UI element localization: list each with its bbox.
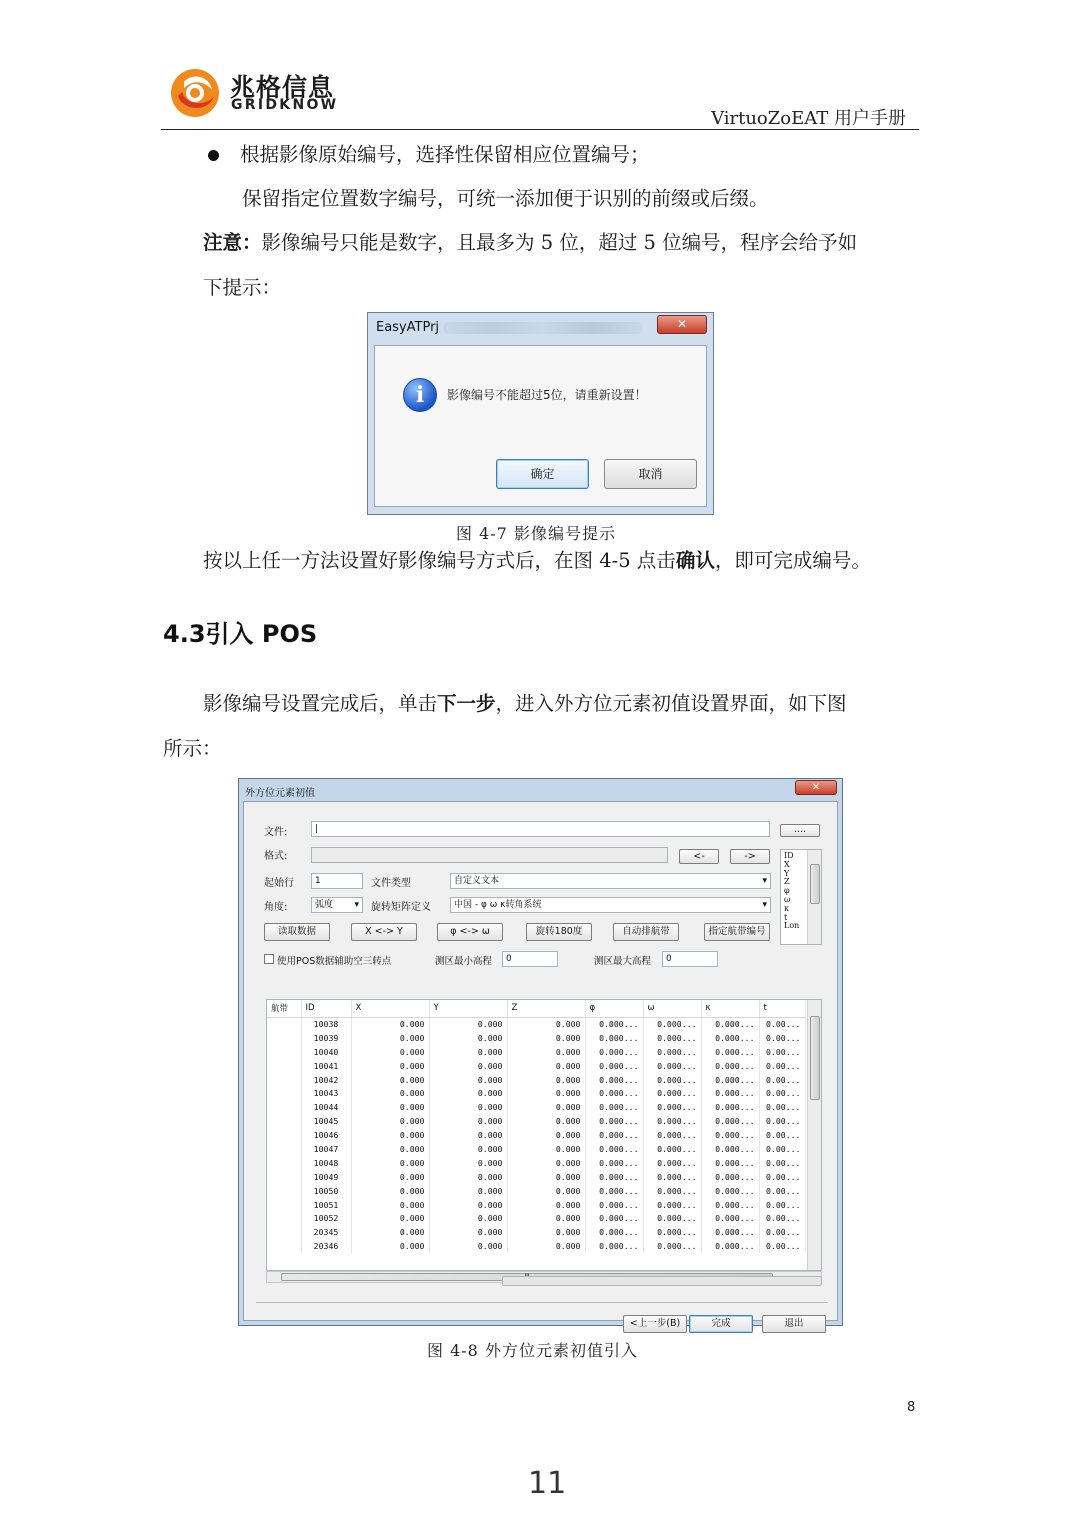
- column-header[interactable]: ID: [301, 1000, 351, 1017]
- column-header[interactable]: Y: [429, 1000, 507, 1017]
- logo-text-cn: 兆格信息: [230, 73, 335, 102]
- table-cell: 0.000: [429, 1045, 507, 1059]
- table-cell: 0.000: [351, 1031, 429, 1045]
- table-cell: 0.000...: [701, 1225, 759, 1239]
- column-header[interactable]: φ: [585, 1000, 643, 1017]
- table-cell: 0.000...: [643, 1031, 701, 1045]
- exterior-orientation-dialog: [238, 778, 843, 1329]
- use-pos-checkbox[interactable]: [264, 954, 274, 964]
- dialog-body: [374, 345, 707, 507]
- table-cell: 0.000...: [701, 1128, 759, 1142]
- table-row[interactable]: [267, 1184, 805, 1198]
- table-cell: 0.000: [351, 1142, 429, 1156]
- figure-caption: 图 4-7 影像编号提示: [456, 524, 616, 543]
- table-cell: 0.00...: [759, 1225, 805, 1239]
- note-text: 影像编号只能是数字，且最多为 5 位，超过 5 位编号，程序会给予如: [261, 231, 858, 254]
- table-cell: 0.000...: [585, 1198, 643, 1212]
- divider: [256, 1302, 828, 1303]
- table-cell: 0.000: [429, 1059, 507, 1073]
- table-cell: 0.000...: [701, 1100, 759, 1114]
- table-cell: 0.000...: [585, 1170, 643, 1184]
- table-cell: 0.000: [429, 1211, 507, 1225]
- table-cell: 0.000: [351, 1198, 429, 1212]
- table-cell: 0.000: [429, 1184, 507, 1198]
- file-input[interactable]: |: [311, 821, 770, 837]
- table-cell: 10051: [301, 1198, 351, 1212]
- table-cell: 0.000...: [701, 1017, 759, 1031]
- rotation-matrix-label: 旋转矩阵定义: [371, 902, 431, 913]
- bold-text: 确认: [675, 549, 715, 572]
- table-cell: 0.000...: [585, 1086, 643, 1100]
- figure-caption: 图 4-8 外方位元素初值引入: [427, 1341, 638, 1360]
- table-row[interactable]: [267, 1086, 805, 1100]
- table-cell: 0.000: [507, 1142, 585, 1156]
- table-cell: 0.000: [507, 1045, 585, 1059]
- table-cell: 0.000: [351, 1239, 429, 1253]
- list-item: κ: [784, 903, 789, 913]
- table-cell: 0.000: [507, 1156, 585, 1170]
- note-label: 注意：: [203, 231, 262, 254]
- column-header[interactable]: ω: [643, 1000, 701, 1017]
- file-label: 文件:: [264, 827, 288, 838]
- table-cell: [267, 1198, 301, 1212]
- table-vertical-scrollbar[interactable]: [807, 1000, 821, 1270]
- max-elev-input[interactable]: 0: [662, 951, 718, 967]
- browse-button[interactable]: ....: [780, 824, 820, 837]
- table-cell: 0.000...: [585, 1017, 643, 1031]
- table-cell: 0.000...: [643, 1059, 701, 1073]
- table-cell: 0.000: [507, 1100, 585, 1114]
- table-row[interactable]: [267, 1100, 805, 1114]
- warning-dialog: [367, 312, 714, 515]
- info-icon: i: [403, 378, 437, 412]
- table-cell: [267, 1114, 301, 1128]
- list-scrollbar[interactable]: [807, 850, 821, 944]
- table-row[interactable]: [267, 1225, 805, 1239]
- section-heading: 4.3引入 POS: [163, 620, 318, 648]
- table-cell: 0.000: [429, 1170, 507, 1184]
- table-cell: 10044: [301, 1100, 351, 1114]
- table-cell: 0.000...: [585, 1142, 643, 1156]
- start-row-input[interactable]: 1: [311, 873, 363, 889]
- table-row[interactable]: [267, 1073, 805, 1087]
- dialog-body: [243, 801, 838, 1329]
- table-cell: 0.000: [351, 1156, 429, 1170]
- table-cell: [267, 1156, 301, 1170]
- assign-strip-button[interactable]: 指定航带编号: [704, 923, 770, 941]
- table-cell: [267, 1059, 301, 1073]
- format-label: 格式:: [264, 851, 288, 862]
- table-cell: 0.000...: [585, 1114, 643, 1128]
- list-item: Lon: [784, 921, 800, 931]
- list-item: Z: [784, 877, 790, 887]
- list-item: Y: [784, 868, 790, 878]
- table-cell: 0.000...: [585, 1073, 643, 1087]
- table-cell: 0.000...: [643, 1100, 701, 1114]
- next-format-button[interactable]: ->: [730, 849, 770, 864]
- table-cell: 0.000...: [585, 1100, 643, 1114]
- table-cell: 0.000...: [585, 1045, 643, 1059]
- table-row[interactable]: [267, 1142, 805, 1156]
- table-cell: 0.00...: [759, 1114, 805, 1128]
- exit-button[interactable]: 退出: [762, 1315, 826, 1333]
- page-number: 8: [907, 1400, 916, 1415]
- rotate-180-button[interactable]: 旋转180度: [526, 923, 592, 941]
- start-row-label: 起始行: [264, 878, 294, 889]
- table-cell: 0.000...: [643, 1184, 701, 1198]
- table-cell: 0.000...: [643, 1211, 701, 1225]
- table-row[interactable]: [267, 1114, 805, 1128]
- table-cell: 0.000...: [585, 1031, 643, 1045]
- blurred-title-area: [443, 322, 643, 334]
- table-cell: 10047: [301, 1142, 351, 1156]
- table-row[interactable]: [267, 1170, 805, 1184]
- table-cell: 0.000...: [585, 1128, 643, 1142]
- table-cell: 0.000...: [643, 1225, 701, 1239]
- table-cell: 0.000: [429, 1073, 507, 1087]
- gridknow-logo-icon: [168, 66, 222, 120]
- text-span: 按以上任一方法设置好影像编号方式后，在图 4-5 点击: [203, 549, 676, 572]
- bullet-icon: [208, 150, 219, 161]
- table-cell: 0.000...: [643, 1128, 701, 1142]
- text-span: 影像编号设置完成后，单击: [203, 692, 438, 715]
- column-header[interactable]: t: [759, 1000, 805, 1017]
- table-row[interactable]: [267, 1059, 805, 1073]
- table-cell: [267, 1045, 301, 1059]
- table-cell: 0.000...: [701, 1170, 759, 1184]
- table-cell: [267, 1184, 301, 1198]
- table-cell: 0.000: [507, 1017, 585, 1031]
- column-header[interactable]: 航带: [267, 1000, 301, 1017]
- table-cell: 0.00...: [759, 1184, 805, 1198]
- swap-phi-omega-button[interactable]: φ <-> ω: [437, 923, 503, 941]
- table-cell: 10048: [301, 1156, 351, 1170]
- column-header[interactable]: κ: [701, 1000, 759, 1017]
- table-cell: 10046: [301, 1128, 351, 1142]
- table-cell: 0.000...: [701, 1142, 759, 1156]
- table-cell: 0.000...: [585, 1239, 643, 1253]
- table-cell: 0.000...: [701, 1045, 759, 1059]
- table-cell: 10039: [301, 1031, 351, 1045]
- document-title: VirtuoZoEAT 用户手册: [711, 108, 906, 129]
- back-button[interactable]: <上一步(B): [623, 1315, 687, 1333]
- table-cell: 0.000: [507, 1170, 585, 1184]
- table-cell: 0.00...: [759, 1170, 805, 1184]
- table-cell: 10040: [301, 1045, 351, 1059]
- table-cell: 0.000...: [643, 1017, 701, 1031]
- table-cell: 0.000...: [585, 1225, 643, 1239]
- table-cell: 0.000: [507, 1184, 585, 1198]
- table-cell: 0.000...: [701, 1211, 759, 1225]
- table-cell: 10045: [301, 1114, 351, 1128]
- paragraph-continuation: 所示：: [163, 737, 222, 760]
- table-cell: 0.000...: [643, 1170, 701, 1184]
- table-cell: 0.000: [507, 1086, 585, 1100]
- table-cell: [267, 1170, 301, 1184]
- table-cell: 0.000: [351, 1114, 429, 1128]
- table-cell: 0.000: [507, 1239, 585, 1253]
- use-pos-label: 使用POS数据辅助空三转点: [277, 956, 392, 967]
- progress-bar: [502, 1276, 822, 1286]
- paragraph: [203, 546, 871, 576]
- swap-xy-button[interactable]: X <-> Y: [351, 923, 417, 941]
- table-row[interactable]: [267, 1031, 805, 1045]
- paragraph: 保留指定位置数字编号，可统一添加便于识别的前缀或后缀。: [242, 187, 769, 210]
- table-cell: 0.000: [429, 1225, 507, 1239]
- max-elev-label: 测区最大高程: [594, 956, 652, 967]
- dialog-message: 影像编号不能超过5位，请重新设置！: [447, 388, 647, 402]
- table-header-row: [267, 1000, 805, 1017]
- table-cell: [267, 1017, 301, 1031]
- table-cell: 0.000: [429, 1017, 507, 1031]
- table-cell: 0.000: [507, 1225, 585, 1239]
- table-cell: 0.000: [351, 1128, 429, 1142]
- table-row[interactable]: [267, 1198, 805, 1212]
- angle-label: 角度:: [264, 902, 288, 913]
- table-cell: 0.00...: [759, 1142, 805, 1156]
- auto-strip-button[interactable]: 自动排航带: [613, 923, 679, 941]
- table-cell: [267, 1142, 301, 1156]
- table-cell: 0.000: [429, 1198, 507, 1212]
- scroll-thumb[interactable]: [810, 1016, 820, 1100]
- note-continuation: 下提示：: [203, 276, 282, 299]
- table-body: [267, 1017, 805, 1253]
- page-number-large: 11: [528, 1466, 567, 1501]
- ok-button[interactable]: 确定: [496, 459, 589, 489]
- table-cell: 0.000...: [701, 1059, 759, 1073]
- table-cell: 0.000: [351, 1100, 429, 1114]
- table-cell: 0.000: [351, 1086, 429, 1100]
- table-cell: 10050: [301, 1184, 351, 1198]
- table-cell: 0.000...: [701, 1184, 759, 1198]
- table-cell: 0.000...: [643, 1142, 701, 1156]
- prev-format-button[interactable]: <-: [679, 849, 719, 864]
- format-field: [311, 847, 668, 863]
- table-cell: 0.000...: [701, 1239, 759, 1253]
- note-paragraph: [203, 228, 857, 258]
- paragraph: [203, 689, 847, 719]
- table-row[interactable]: [267, 1128, 805, 1142]
- table-cell: 0.000...: [701, 1031, 759, 1045]
- table-cell: 0.000: [429, 1031, 507, 1045]
- table-cell: 0.000...: [701, 1086, 759, 1100]
- table-cell: 0.000...: [643, 1086, 701, 1100]
- bold-text: 下一步: [437, 692, 496, 715]
- table-cell: [267, 1128, 301, 1142]
- pos-data-table[interactable]: [266, 999, 822, 1271]
- table-cell: 10041: [301, 1059, 351, 1073]
- file-type-label: 文件类型: [371, 878, 411, 889]
- table-cell: 0.000...: [585, 1156, 643, 1170]
- table-cell: 0.000...: [643, 1045, 701, 1059]
- text-span: ，即可完成编号。: [714, 549, 871, 572]
- cancel-button[interactable]: 取消: [604, 459, 697, 489]
- column-header[interactable]: Z: [507, 1000, 585, 1017]
- table-cell: [267, 1073, 301, 1087]
- dialog-title: 外方位元素初值: [245, 788, 315, 799]
- table-cell: [267, 1225, 301, 1239]
- table-cell: 0.000: [507, 1073, 585, 1087]
- min-elev-label: 测区最小高程: [435, 956, 493, 967]
- scroll-thumb[interactable]: [810, 864, 820, 904]
- table-cell: 0.000: [507, 1198, 585, 1212]
- table-cell: 0.000: [351, 1211, 429, 1225]
- table-cell: 0.00...: [759, 1031, 805, 1045]
- table-cell: 0.000: [429, 1100, 507, 1114]
- table-row[interactable]: [267, 1156, 805, 1170]
- table-cell: [267, 1239, 301, 1253]
- read-data-button[interactable]: 读取数据: [264, 923, 330, 941]
- table-cell: 0.00...: [759, 1128, 805, 1142]
- table-cell: 0.000: [351, 1184, 429, 1198]
- table-cell: 0.000: [429, 1239, 507, 1253]
- table-cell: 0.00...: [759, 1073, 805, 1087]
- table-cell: 20345: [301, 1225, 351, 1239]
- list-item: ID: [784, 851, 794, 860]
- column-header[interactable]: X: [351, 1000, 429, 1017]
- table-cell: 0.00...: [759, 1100, 805, 1114]
- table-cell: 0.000: [351, 1045, 429, 1059]
- table-cell: 0.000...: [701, 1156, 759, 1170]
- finish-button[interactable]: 完成: [689, 1315, 753, 1333]
- header-divider: [161, 129, 919, 130]
- table-cell: 0.000...: [701, 1198, 759, 1212]
- table-cell: [267, 1211, 301, 1225]
- table-cell: 0.000: [351, 1170, 429, 1184]
- table-cell: 10043: [301, 1086, 351, 1100]
- table-cell: 10038: [301, 1017, 351, 1031]
- list-item: ω: [784, 894, 791, 904]
- logo-text-en: GRIDKNOW: [231, 97, 339, 113]
- list-item: X: [784, 859, 790, 869]
- table-cell: 0.00...: [759, 1198, 805, 1212]
- table-cell: [267, 1031, 301, 1045]
- table-cell: 0.000...: [643, 1156, 701, 1170]
- field-order-list[interactable]: [780, 849, 822, 945]
- table-cell: 0.000: [351, 1017, 429, 1031]
- list-item: φ: [784, 886, 790, 896]
- data-table: [267, 1000, 806, 1253]
- table-cell: 0.000: [507, 1114, 585, 1128]
- table-row[interactable]: [267, 1045, 805, 1059]
- table-cell: 0.00...: [759, 1239, 805, 1253]
- rotation-system-select[interactable]: 中国 - φ ω κ转角系统 ▾: [450, 897, 771, 913]
- text-span: ，进入外方位元素初值设置界面，如下图: [495, 692, 847, 715]
- file-type-select[interactable]: 自定义文本 ▾: [450, 873, 771, 889]
- table-cell: 0.00...: [759, 1045, 805, 1059]
- table-cell: 0.000: [507, 1128, 585, 1142]
- table-cell: 10052: [301, 1211, 351, 1225]
- table-cell: 0.000...: [643, 1114, 701, 1128]
- table-row[interactable]: [267, 1239, 805, 1253]
- table-cell: 0.000: [429, 1142, 507, 1156]
- table-cell: 20346: [301, 1239, 351, 1253]
- table-cell: 0.000: [507, 1031, 585, 1045]
- table-cell: 0.00...: [759, 1017, 805, 1031]
- table-cell: 10042: [301, 1073, 351, 1087]
- table-cell: 0.000...: [643, 1239, 701, 1253]
- table-row[interactable]: [267, 1211, 805, 1225]
- table-cell: 0.00...: [759, 1156, 805, 1170]
- table-cell: 0.00...: [759, 1086, 805, 1100]
- close-button[interactable]: ✕: [657, 315, 707, 334]
- min-elev-input[interactable]: 0: [502, 951, 558, 967]
- table-cell: 0.000: [429, 1128, 507, 1142]
- table-cell: 0.000: [429, 1114, 507, 1128]
- table-cell: 0.000...: [585, 1059, 643, 1073]
- dialog-title: EasyATPrj: [376, 320, 440, 335]
- table-cell: 0.000...: [643, 1198, 701, 1212]
- angle-unit-select[interactable]: 弧度 ▾: [311, 897, 363, 913]
- table-cell: 0.000: [351, 1073, 429, 1087]
- table-cell: 0.000...: [701, 1114, 759, 1128]
- close-button[interactable]: ✕: [795, 780, 837, 795]
- table-cell: 0.00...: [759, 1211, 805, 1225]
- table-cell: 0.000...: [585, 1211, 643, 1225]
- bullet-item: 根据影像原始编号，选择性保留相应位置编号；: [240, 143, 650, 166]
- table-cell: 10049: [301, 1170, 351, 1184]
- table-cell: 0.000: [429, 1156, 507, 1170]
- table-cell: 0.000...: [585, 1184, 643, 1198]
- table-cell: 0.000: [351, 1225, 429, 1239]
- table-cell: 0.000: [507, 1059, 585, 1073]
- list-item: t: [784, 912, 788, 922]
- table-cell: 0.000: [351, 1059, 429, 1073]
- table-cell: 0.000...: [643, 1073, 701, 1087]
- table-cell: 0.00...: [759, 1059, 805, 1073]
- table-cell: 0.000: [507, 1211, 585, 1225]
- table-cell: 0.000: [429, 1086, 507, 1100]
- company-logo: [168, 66, 368, 120]
- table-cell: 0.000...: [701, 1073, 759, 1087]
- table-cell: [267, 1100, 301, 1114]
- table-row[interactable]: [267, 1017, 805, 1031]
- table-cell: [267, 1086, 301, 1100]
